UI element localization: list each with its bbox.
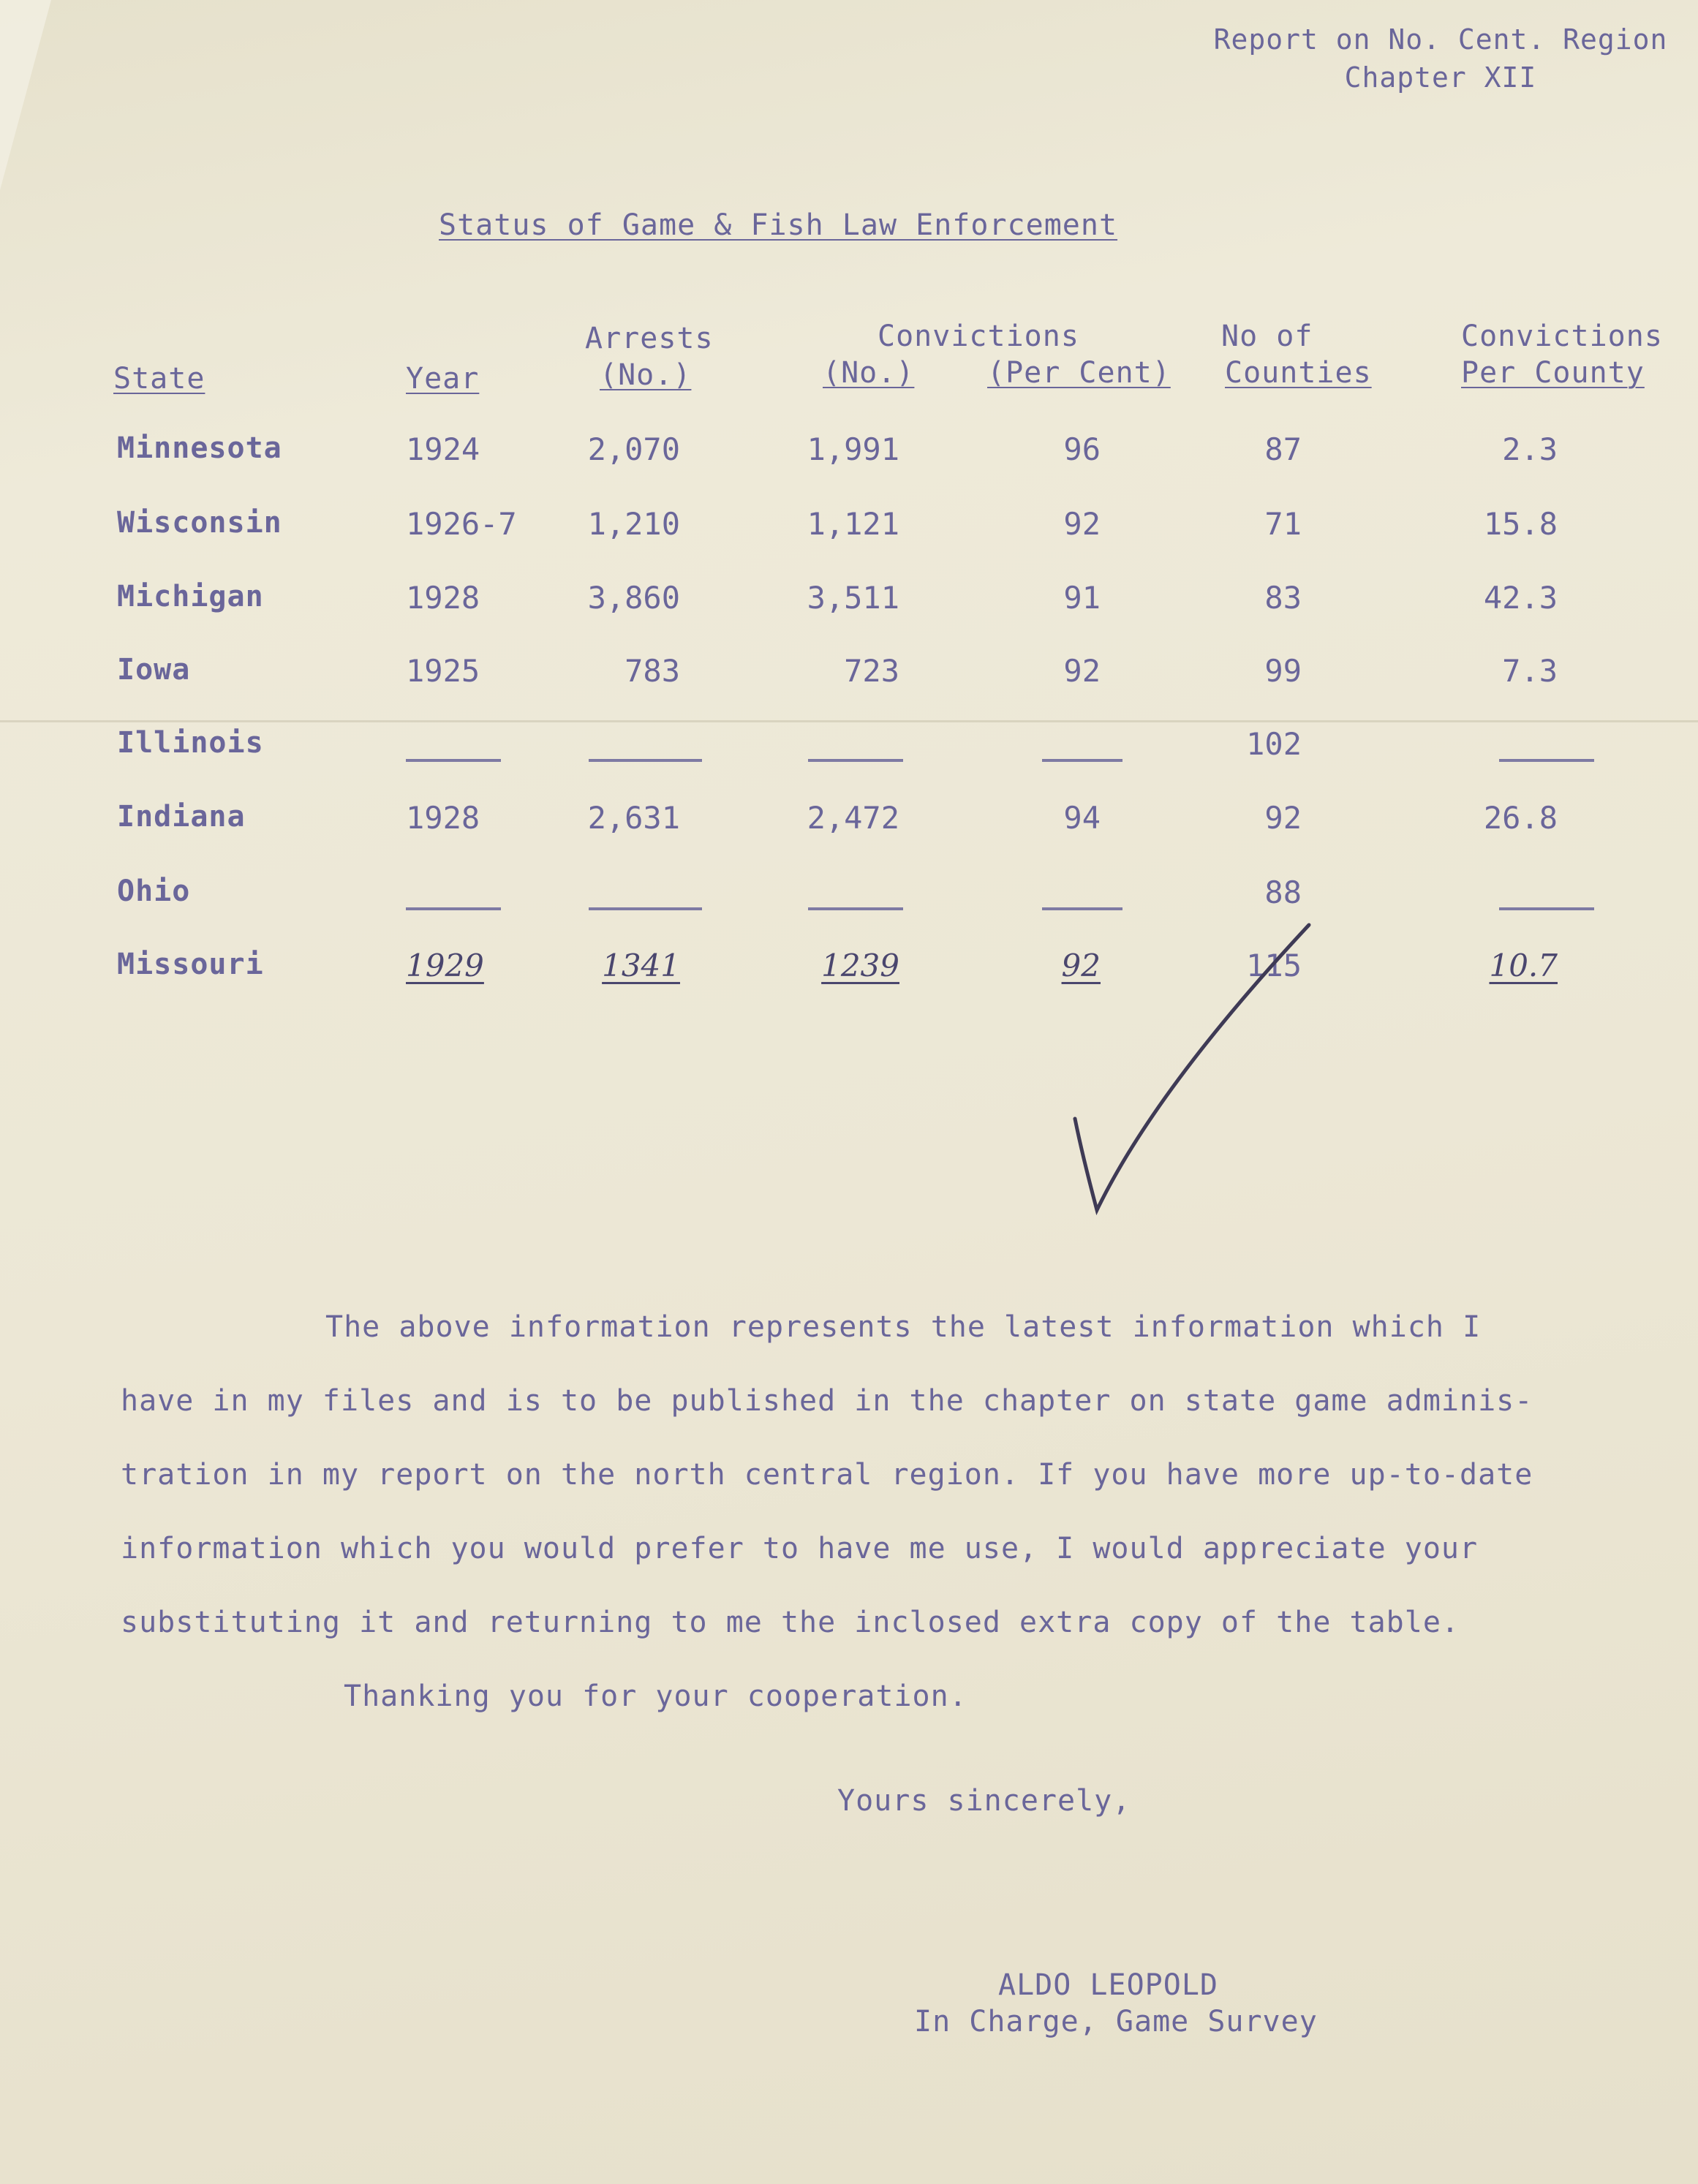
cell-counties: 102 xyxy=(1246,726,1302,762)
col-header-year: Year xyxy=(406,362,480,396)
cell-arrests: 783 xyxy=(625,653,680,689)
col-header-convictions-no: (No.) xyxy=(823,356,915,390)
cell-per-county: 15.8 xyxy=(1483,506,1558,542)
signature-title: In Charge, Game Survey xyxy=(914,2005,1318,2038)
cell-arrests: 2,070 xyxy=(587,431,680,467)
cell-blank-dash xyxy=(808,907,903,910)
cell-state: Michigan xyxy=(117,580,264,613)
cell-conv: 2,472 xyxy=(807,800,899,836)
cell-blank-dash xyxy=(589,759,702,762)
col-header-arrests-no: (No.) xyxy=(600,358,692,392)
cell-blank-dash xyxy=(406,907,501,910)
cell-counties: 83 xyxy=(1264,580,1302,616)
cell-conv: 1,991 xyxy=(807,431,899,467)
cell-state: Missouri xyxy=(117,948,264,981)
cell-pct: 96 xyxy=(1063,431,1101,467)
cell-pct: 94 xyxy=(1063,800,1101,836)
col-header-convictions-top: Convictions xyxy=(878,320,1079,353)
body-line-4: information which you would prefer to have me use, I would appreciate your xyxy=(121,1532,1479,1565)
cell-conv: 3,511 xyxy=(807,580,899,616)
cell-blank-dash xyxy=(1042,907,1122,910)
body-line-6: Thanking you for your cooperation. xyxy=(344,1679,967,1713)
cell-per-county: 10.7 xyxy=(1489,948,1558,983)
cell-blank-dash xyxy=(1042,759,1122,762)
signature-name: ALDO LEOPOLD xyxy=(998,1968,1218,2002)
cell-state: Iowa xyxy=(117,653,191,687)
body-line-2: have in my files and is to be published in the chapter on state game adminis- xyxy=(121,1384,1533,1418)
cell-year: 1929 xyxy=(406,948,484,983)
checkmark-icon xyxy=(1068,914,1346,1228)
cell-counties: 99 xyxy=(1264,653,1302,689)
cell-per-county: 42.3 xyxy=(1483,580,1558,616)
cell-arrests: 3,860 xyxy=(587,580,680,616)
cell-pct: 92 xyxy=(1063,506,1101,542)
cell-year: 1926-7 xyxy=(406,506,517,542)
cell-state: Indiana xyxy=(117,800,246,834)
body-line-5: substituting it and returning to me the inclosed extra copy of the table. xyxy=(121,1606,1460,1639)
document-title: Status of Game & Fish Law Enforcement xyxy=(439,208,1118,242)
cell-per-county: 26.8 xyxy=(1483,800,1558,836)
paper-fold-crease xyxy=(0,720,1698,722)
cell-arrests: 1341 xyxy=(602,948,680,983)
cell-arrests: 1,210 xyxy=(587,506,680,542)
report-header-line1: Report on No. Cent. Region xyxy=(1213,23,1668,56)
col-header-per-county-bottom: Per County xyxy=(1461,356,1645,390)
folded-corner xyxy=(0,0,51,190)
cell-conv: 1239 xyxy=(821,948,899,983)
cell-blank-dash xyxy=(1499,907,1594,910)
cell-state: Wisconsin xyxy=(117,506,282,540)
cell-year: 1928 xyxy=(406,580,480,616)
col-header-arrests-top: Arrests xyxy=(585,322,714,355)
closing: Yours sincerely, xyxy=(837,1784,1131,1818)
cell-counties: 92 xyxy=(1264,800,1302,836)
cell-per-county: 7.3 xyxy=(1502,653,1558,689)
report-header-line2: Chapter XII xyxy=(1344,61,1537,94)
col-header-counties-top: No of xyxy=(1221,320,1313,353)
cell-conv: 1,121 xyxy=(807,506,899,542)
cell-counties: 87 xyxy=(1264,431,1302,467)
cell-pct: 92 xyxy=(1061,948,1101,983)
cell-blank-dash xyxy=(1499,759,1594,762)
cell-counties: 88 xyxy=(1264,874,1302,910)
col-header-state: State xyxy=(113,362,205,396)
cell-conv: 723 xyxy=(844,653,899,689)
body-line-1: The above information represents the latest information which I xyxy=(325,1310,1482,1344)
cell-state: Ohio xyxy=(117,874,191,908)
letter-body xyxy=(121,1291,1583,1734)
report-header xyxy=(1185,20,1697,97)
cell-state: Minnesota xyxy=(117,431,282,465)
cell-blank-dash xyxy=(808,759,903,762)
cell-state: Illinois xyxy=(117,726,264,760)
cell-counties: 71 xyxy=(1264,506,1302,542)
body-line-3: tration in my report on the north central region. If you have more up-to-date xyxy=(121,1458,1533,1492)
col-header-counties-bottom: Counties xyxy=(1225,356,1372,390)
col-header-per-county-top: Convictions xyxy=(1461,320,1663,353)
cell-arrests: 2,631 xyxy=(587,800,680,836)
col-header-convictions-pct: (Per Cent) xyxy=(987,356,1171,390)
cell-year: 1928 xyxy=(406,800,480,836)
cell-pct: 91 xyxy=(1063,580,1101,616)
cell-year: 1925 xyxy=(406,653,480,689)
cell-blank-dash xyxy=(406,759,501,762)
cell-counties: 115 xyxy=(1246,948,1302,983)
cell-pct: 92 xyxy=(1063,653,1101,689)
cell-per-county: 2.3 xyxy=(1502,431,1558,467)
cell-year: 1924 xyxy=(406,431,480,467)
cell-blank-dash xyxy=(589,907,702,910)
